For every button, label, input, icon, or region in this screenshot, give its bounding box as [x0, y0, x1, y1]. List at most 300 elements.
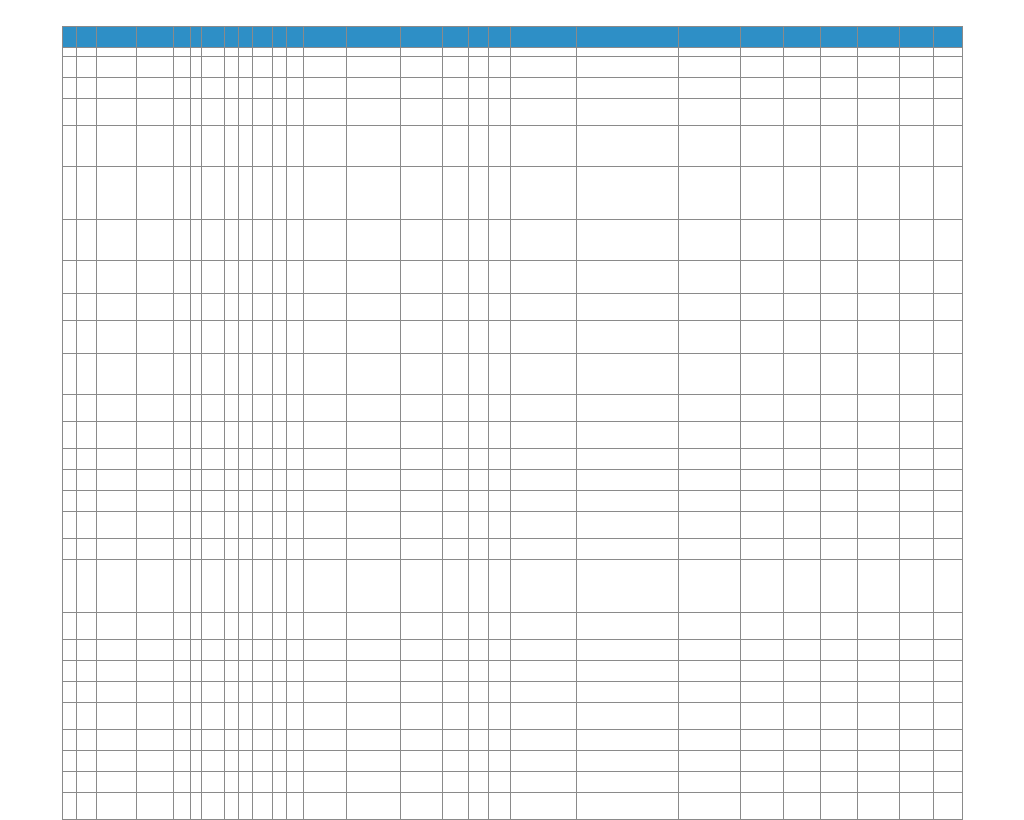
column-header: [511, 27, 576, 48]
table-cell: [934, 730, 962, 751]
table-cell: [173, 730, 190, 751]
table-cell: [400, 99, 443, 126]
table-cell: [678, 395, 740, 422]
table-cell: [400, 682, 443, 703]
table-cell: [304, 449, 347, 470]
table-cell: [820, 321, 857, 354]
table-cell: [273, 261, 287, 294]
table-cell: [224, 793, 238, 820]
column-header: [857, 27, 900, 48]
column-header: [346, 27, 400, 48]
table-row: [63, 793, 963, 820]
table-cell: [488, 512, 511, 539]
table-cell: [900, 354, 934, 395]
table-cell: [63, 167, 77, 220]
table-cell: [576, 422, 678, 449]
table-cell: [741, 395, 784, 422]
table-cell: [190, 99, 201, 126]
table-cell: [511, 640, 576, 661]
table-cell: [287, 57, 304, 78]
table-cell: [63, 99, 77, 126]
table-cell: [273, 449, 287, 470]
table-cell: [934, 772, 962, 793]
table-cell: [253, 640, 273, 661]
table-cell: [443, 751, 469, 772]
table-cell: [253, 793, 273, 820]
table-cell: [934, 395, 962, 422]
table-cell: [857, 48, 900, 57]
table-cell: [900, 640, 934, 661]
column-header: [934, 27, 962, 48]
table-cell: [97, 167, 137, 220]
table-cell: [678, 470, 740, 491]
table-cell: [287, 294, 304, 321]
table-cell: [857, 220, 900, 261]
table-cell: [741, 261, 784, 294]
column-header: [443, 27, 469, 48]
table-cell: [97, 449, 137, 470]
table-cell: [63, 512, 77, 539]
table-row: [63, 682, 963, 703]
spreadsheet: [62, 14, 962, 820]
table-cell: [136, 167, 173, 220]
table-cell: [741, 57, 784, 78]
table-cell: [63, 449, 77, 470]
table-cell: [173, 512, 190, 539]
table-cell: [576, 560, 678, 613]
table-cell: [173, 57, 190, 78]
table-cell: [576, 449, 678, 470]
table-cell: [576, 772, 678, 793]
table-cell: [488, 294, 511, 321]
table-cell: [576, 167, 678, 220]
table-cell: [346, 470, 400, 491]
table-cell: [190, 491, 201, 512]
table-cell: [400, 422, 443, 449]
table-cell: [136, 703, 173, 730]
table-cell: [576, 661, 678, 682]
table-cell: [857, 294, 900, 321]
table-row: [63, 772, 963, 793]
table-cell: [77, 354, 97, 395]
table-cell: [443, 449, 469, 470]
table-cell: [346, 793, 400, 820]
table-cell: [238, 703, 252, 730]
table-cell: [202, 354, 225, 395]
table-cell: [443, 261, 469, 294]
table-cell: [190, 220, 201, 261]
table-cell: [783, 703, 820, 730]
table-cell: [900, 491, 934, 512]
table-cell: [511, 449, 576, 470]
table-cell: [511, 57, 576, 78]
column-header: [238, 27, 252, 48]
table-row: [63, 449, 963, 470]
table-cell: [63, 261, 77, 294]
table-cell: [273, 613, 287, 640]
table-cell: [273, 682, 287, 703]
table-cell: [346, 48, 400, 57]
table-cell: [273, 560, 287, 613]
table-cell: [304, 220, 347, 261]
table-cell: [97, 48, 137, 57]
table-cell: [511, 167, 576, 220]
table-cell: [273, 78, 287, 99]
table-cell: [77, 57, 97, 78]
table-cell: [488, 57, 511, 78]
column-header: [63, 27, 77, 48]
table-cell: [400, 321, 443, 354]
table-cell: [857, 730, 900, 751]
table-cell: [273, 126, 287, 167]
table-cell: [202, 261, 225, 294]
table-cell: [468, 78, 488, 99]
table-cell: [97, 57, 137, 78]
table-cell: [934, 613, 962, 640]
table-cell: [97, 613, 137, 640]
table-cell: [224, 126, 238, 167]
table-cell: [400, 640, 443, 661]
table-cell: [238, 470, 252, 491]
table-cell: [488, 730, 511, 751]
table-cell: [783, 57, 820, 78]
table-row: [63, 220, 963, 261]
column-header: [287, 27, 304, 48]
table-cell: [900, 220, 934, 261]
table-cell: [224, 682, 238, 703]
table-cell: [304, 772, 347, 793]
table-cell: [173, 167, 190, 220]
table-cell: [820, 167, 857, 220]
table-cell: [468, 294, 488, 321]
table-cell: [678, 640, 740, 661]
table-cell: [741, 48, 784, 57]
table-cell: [346, 99, 400, 126]
table-row: [63, 512, 963, 539]
table-cell: [224, 703, 238, 730]
table-cell: [238, 751, 252, 772]
column-header: [820, 27, 857, 48]
table-cell: [468, 354, 488, 395]
table-cell: [287, 395, 304, 422]
table-cell: [287, 703, 304, 730]
table-cell: [346, 491, 400, 512]
table-cell: [173, 395, 190, 422]
table-cell: [857, 491, 900, 512]
table-cell: [304, 539, 347, 560]
table-cell: [253, 422, 273, 449]
table-cell: [783, 78, 820, 99]
table-cell: [287, 491, 304, 512]
table-cell: [224, 512, 238, 539]
table-cell: [741, 682, 784, 703]
table-cell: [77, 730, 97, 751]
table-cell: [488, 751, 511, 772]
table-cell: [253, 539, 273, 560]
table-cell: [173, 78, 190, 99]
table-cell: [63, 126, 77, 167]
table-cell: [741, 321, 784, 354]
table-cell: [253, 772, 273, 793]
table-cell: [783, 167, 820, 220]
table-cell: [273, 167, 287, 220]
table-cell: [346, 167, 400, 220]
table-cell: [238, 560, 252, 613]
table-cell: [190, 772, 201, 793]
table-cell: [857, 354, 900, 395]
table-cell: [63, 48, 77, 57]
table-cell: [77, 99, 97, 126]
table-cell: [900, 772, 934, 793]
table-cell: [678, 220, 740, 261]
table-cell: [97, 793, 137, 820]
table-cell: [820, 48, 857, 57]
table-cell: [202, 449, 225, 470]
table-cell: [511, 99, 576, 126]
table-cell: [820, 395, 857, 422]
table-cell: [63, 640, 77, 661]
table-cell: [857, 613, 900, 640]
table-cell: [443, 294, 469, 321]
table-cell: [97, 78, 137, 99]
table-cell: [511, 126, 576, 167]
table-cell: [488, 126, 511, 167]
table-cell: [136, 294, 173, 321]
table-cell: [511, 321, 576, 354]
table-cell: [63, 470, 77, 491]
table-cell: [934, 48, 962, 57]
table-cell: [741, 512, 784, 539]
table-cell: [173, 99, 190, 126]
table-cell: [173, 793, 190, 820]
table-cell: [63, 422, 77, 449]
table-cell: [783, 294, 820, 321]
table-cell: [136, 512, 173, 539]
table-cell: [934, 449, 962, 470]
table-cell: [304, 78, 347, 99]
column-header: [576, 27, 678, 48]
table-cell: [304, 321, 347, 354]
table-cell: [468, 470, 488, 491]
table-cell: [273, 640, 287, 661]
table-cell: [400, 395, 443, 422]
table-cell: [783, 99, 820, 126]
table-cell: [488, 99, 511, 126]
table-cell: [934, 682, 962, 703]
table-cell: [238, 422, 252, 449]
table-cell: [934, 703, 962, 730]
table-row: [63, 294, 963, 321]
table-cell: [468, 512, 488, 539]
table-cell: [576, 99, 678, 126]
table-cell: [576, 354, 678, 395]
table-cell: [783, 395, 820, 422]
table-cell: [468, 751, 488, 772]
table-cell: [238, 261, 252, 294]
table-cell: [678, 772, 740, 793]
table-cell: [224, 220, 238, 261]
table-cell: [400, 512, 443, 539]
table-cell: [304, 294, 347, 321]
table-cell: [173, 321, 190, 354]
table-cell: [224, 395, 238, 422]
table-cell: [224, 48, 238, 57]
table-cell: [443, 48, 469, 57]
table-cell: [468, 491, 488, 512]
table-cell: [400, 126, 443, 167]
table-cell: [576, 539, 678, 560]
table-cell: [287, 470, 304, 491]
table-cell: [63, 751, 77, 772]
table-cell: [488, 539, 511, 560]
table-cell: [511, 261, 576, 294]
table-cell: [900, 539, 934, 560]
table-cell: [443, 220, 469, 261]
table-cell: [202, 703, 225, 730]
table-cell: [202, 422, 225, 449]
table-cell: [820, 682, 857, 703]
table-cell: [63, 220, 77, 261]
table-cell: [576, 751, 678, 772]
table-cell: [820, 220, 857, 261]
table-cell: [273, 220, 287, 261]
table-cell: [934, 294, 962, 321]
table-cell: [63, 682, 77, 703]
table-cell: [511, 751, 576, 772]
table-cell: [190, 640, 201, 661]
table-cell: [253, 661, 273, 682]
table-cell: [900, 99, 934, 126]
table-cell: [576, 321, 678, 354]
table-cell: [511, 682, 576, 703]
table-cell: [273, 321, 287, 354]
table-cell: [468, 560, 488, 613]
table-cell: [97, 491, 137, 512]
table-cell: [488, 613, 511, 640]
table-cell: [783, 682, 820, 703]
table-cell: [678, 126, 740, 167]
table-cell: [253, 220, 273, 261]
table-cell: [783, 261, 820, 294]
table-cell: [136, 730, 173, 751]
table-cell: [511, 395, 576, 422]
table-cell: [346, 661, 400, 682]
table-cell: [304, 491, 347, 512]
table-cell: [224, 321, 238, 354]
table-cell: [488, 560, 511, 613]
table-cell: [287, 449, 304, 470]
column-header: [741, 27, 784, 48]
table-cell: [273, 751, 287, 772]
table-cell: [190, 48, 201, 57]
table-row: [63, 261, 963, 294]
table-cell: [468, 793, 488, 820]
table-cell: [678, 294, 740, 321]
table-cell: [202, 730, 225, 751]
table-cell: [900, 449, 934, 470]
table-cell: [173, 449, 190, 470]
table-cell: [287, 730, 304, 751]
table-cell: [576, 470, 678, 491]
table-cell: [820, 422, 857, 449]
table-cell: [238, 78, 252, 99]
table-cell: [468, 539, 488, 560]
table-cell: [857, 167, 900, 220]
table-cell: [820, 78, 857, 99]
table-cell: [820, 126, 857, 167]
table-cell: [934, 99, 962, 126]
table-row: [63, 78, 963, 99]
table-cell: [346, 512, 400, 539]
table-cell: [783, 640, 820, 661]
table-cell: [678, 57, 740, 78]
table-cell: [97, 751, 137, 772]
table-row: [63, 539, 963, 560]
table-row: [63, 613, 963, 640]
table-cell: [678, 99, 740, 126]
table-cell: [488, 491, 511, 512]
table-body: [63, 48, 963, 820]
table-cell: [346, 354, 400, 395]
table-cell: [173, 261, 190, 294]
table-cell: [253, 560, 273, 613]
table-cell: [304, 354, 347, 395]
table-cell: [77, 78, 97, 99]
table-cell: [820, 261, 857, 294]
table-cell: [468, 57, 488, 78]
table-cell: [63, 57, 77, 78]
table-cell: [97, 470, 137, 491]
table-cell: [287, 512, 304, 539]
table-cell: [678, 449, 740, 470]
table-cell: [253, 99, 273, 126]
table-cell: [287, 682, 304, 703]
table-cell: [783, 470, 820, 491]
table-cell: [77, 772, 97, 793]
column-header: [202, 27, 225, 48]
table-cell: [273, 772, 287, 793]
table-cell: [400, 354, 443, 395]
table-cell: [857, 57, 900, 78]
table-cell: [173, 294, 190, 321]
table-cell: [443, 126, 469, 167]
table-cell: [190, 395, 201, 422]
table-cell: [287, 751, 304, 772]
table-cell: [576, 640, 678, 661]
table-cell: [97, 422, 137, 449]
table-cell: [253, 703, 273, 730]
table-cell: [468, 126, 488, 167]
table-cell: [576, 703, 678, 730]
table-cell: [304, 730, 347, 751]
table-cell: [238, 48, 252, 57]
table-cell: [304, 640, 347, 661]
table-cell: [136, 491, 173, 512]
table-cell: [820, 294, 857, 321]
table-cell: [253, 730, 273, 751]
table-cell: [488, 703, 511, 730]
column-header: [468, 27, 488, 48]
table-cell: [443, 613, 469, 640]
table-cell: [934, 491, 962, 512]
table-cell: [783, 220, 820, 261]
table-cell: [190, 449, 201, 470]
column-header: [488, 27, 511, 48]
table-cell: [511, 354, 576, 395]
table-cell: [488, 793, 511, 820]
table-cell: [77, 422, 97, 449]
table-cell: [820, 539, 857, 560]
